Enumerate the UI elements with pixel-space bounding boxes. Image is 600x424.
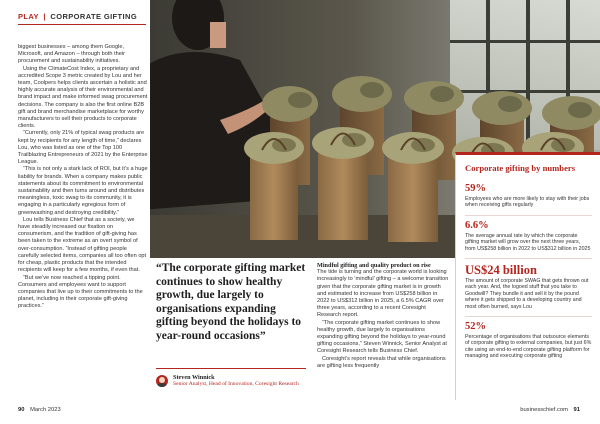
section-separator: | bbox=[43, 12, 46, 21]
stat-divider bbox=[465, 215, 592, 216]
subheading: Mindful gifting and quality product on rise bbox=[317, 262, 431, 269]
section-header bbox=[18, 12, 137, 21]
footer-left bbox=[18, 407, 61, 413]
section-label: PLAY bbox=[18, 12, 39, 21]
section-topic: CORPORATE GIFTING bbox=[50, 12, 138, 21]
stat-divider bbox=[465, 258, 592, 259]
attribution-role: Senior Analyst, Head of Innovation, Coresight Research bbox=[173, 381, 299, 387]
left-paragraph-5: Lou tells Business Chief that as a society, we have steadily increased our fixation on consumerism, and the tradition of gift-giving has been taken to the extreme as an overt symbol of over-consumption. “Instead of gifting people carefully selected items, companies all too often opt for cheap, plastic products that the intended recipients will keep for a few months, if even that. bbox=[18, 216, 147, 274]
header-rule bbox=[18, 24, 146, 25]
stat-item bbox=[465, 220, 592, 252]
middle-paragraph-1: The tide is turning and the corporate world is looking increasingly to ‘mindful’ gifting – a welcome transition given that the corporate gifting market is in growth and estimated to increase from US$258 billion in 2022 to US$312 billion in 2025, a 6.5% CAGR over three years, according to a recent Coresight Research report. bbox=[317, 269, 449, 319]
page-number-left: 90 bbox=[18, 407, 25, 413]
left-paragraph-6: “But we’ve now reached a tipping point. Consumers and employees want to support companies that live up to their commitments to the planet, including in their corporate gift-giving practices.” bbox=[18, 274, 143, 310]
avatar bbox=[156, 375, 168, 387]
middle-paragraph-3: Coresight’s report reveals that while organisations are gifting less frequently bbox=[317, 355, 446, 369]
stat-value: 59% bbox=[465, 183, 486, 194]
footer-right bbox=[520, 407, 580, 413]
middle-paragraph-2: “The corporate gifting market continues to show healthy growth, due largely to organisations expanding gifting beyond the holidays to year-round gifting occasions,” Steven Winnick, Senior Analyst at Coresight Research tells Business Chief. bbox=[317, 319, 447, 355]
left-article-column bbox=[18, 44, 148, 311]
stat-value: 52% bbox=[465, 321, 486, 333]
left-paragraph-2: Using the ClimateCost Index, a proprietary and accredited Scope 3 metric created by Lou and her team, Coolpers helps clients ascertain a holistic and highly accurate analysis of their environmental and brand impact and make informed swag procurement decisions. The company is also the first online B2B gift and brand merchandise marketplace for worthy manufacturers to sell their products to corporate clients. bbox=[18, 65, 148, 130]
left-paragraph-1: biggest businesses – among them Google, Microsoft, and Amazon – through both their procurement and sustainability initiatives. bbox=[18, 44, 125, 65]
left-paragraph-4: “This is not only a stark lack of ROI, but it’s a huge liability for brands. When a company makes public statements about its commitment to environmental sustainability and then turns around and distributes meaningless, toxic swag to its community, it is engaging in a particularly egregious form of greenwashing and destroying credibility.” bbox=[18, 166, 148, 216]
middle-article-column bbox=[317, 262, 449, 370]
stat-item bbox=[465, 183, 592, 209]
stat-item bbox=[465, 263, 592, 310]
stat-description: The average annual rate by which the corporate gifting market will grow over the next three years, from US$258 billion in 2022 to US$312 billion in 2025 bbox=[465, 232, 591, 252]
stat-value: US$24 billion bbox=[465, 263, 537, 278]
site-name[interactable]: businesschief.com bbox=[520, 407, 568, 413]
sidebar-title: Corporate gifting by numbers bbox=[465, 163, 576, 173]
stat-value: 6.6% bbox=[465, 219, 489, 231]
pull-quote-rule bbox=[156, 368, 306, 369]
left-paragraph-3: “Currently, only 21% of typical swag products are kept by recipients for any length of time,” declares Lou, who was listed as one of the Top 100 Trailblazing Entrepreneurs of 2021 by the Enterprise League. bbox=[18, 130, 148, 166]
issue-date: March 2023 bbox=[30, 407, 61, 413]
stat-divider bbox=[465, 316, 592, 317]
stats-sidebar bbox=[455, 152, 600, 400]
pull-quote: “The corporate gifting market continues to show healthy growth, due largely to organisations expanding gifting beyond the holidays to year-round occasions” bbox=[156, 262, 306, 342]
stat-description: Employees who are more likely to stay with their jobs when receiving gifts regularly bbox=[465, 196, 590, 209]
page-number-right: 91 bbox=[573, 407, 580, 413]
attribution-name: Steven Winnick bbox=[173, 374, 215, 381]
stat-description: Percentage of organisations that outsource elements of corporate gifting to external companies, but just 6% cite using an end-to-end corporate gifting platform for managing and executing corporate gifting bbox=[465, 334, 592, 360]
stat-item bbox=[465, 321, 592, 360]
stat-description: The amount of corporate SWAG that gets thrown out each year. And, the logoed stuff that you take to Goodwill? They bundle it and sell it by the pound where it gets shipped to a developing country and most often burned, says Lou bbox=[465, 278, 589, 310]
